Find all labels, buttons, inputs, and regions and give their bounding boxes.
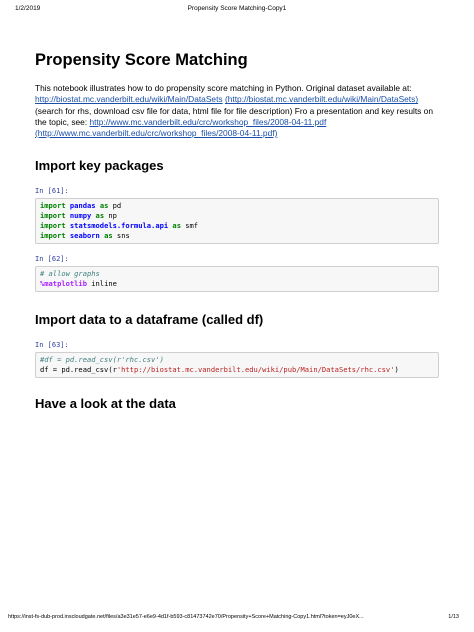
code-line: import numpy as np (40, 211, 117, 220)
workshop-link[interactable]: http://www.mc.vanderbilt.edu/crc/workshop_files/2008-04-11.pdf (89, 116, 327, 127)
dataset-link-paren[interactable]: (http://biostat.mc.vanderbilt.edu/wiki/Main/DataSets) (224, 94, 419, 105)
dataset-link[interactable]: http://biostat.mc.vanderbilt.edu/wiki/Main/DataSets (35, 94, 223, 105)
page-title: Propensity Score Matching (35, 51, 248, 69)
page-number: 1/13 (448, 614, 459, 620)
cell-prompt-61: In [61]: (35, 187, 69, 195)
intro-line-4-prefix: the topic, see: (35, 116, 90, 127)
section-heading-import-packages: Import key packages (35, 158, 164, 173)
code-line: df = pd.read_csv(r'http://biostat.mc.vanderbilt.edu/wiki/pub/Main/DataSets/rhc.csv') (40, 365, 399, 374)
code-comment: #df = pd.read_csv(r'rhc.csv') (40, 355, 164, 364)
section-heading-import-data: Import data to a dataframe (called df) (35, 312, 264, 327)
intro-line-4 (35, 117, 439, 128)
code-line: import pandas as pd (40, 201, 122, 210)
intro-line-1: This notebook illustrates how to do propensity score matching in Python. Original dataset available at: (35, 83, 412, 93)
section-heading-look-data: Have a look at the data (35, 396, 176, 411)
intro-line-2 (35, 94, 439, 105)
print-header (15, 5, 459, 15)
print-date: 1/2/2019 (15, 5, 41, 12)
cell-prompt-62: In [62]: (35, 255, 69, 263)
intro-paragraph (35, 83, 439, 139)
code-line: import statsmodels.formula.api as smf (40, 221, 199, 230)
cell-prompt-63: In [63]: (35, 341, 69, 349)
code-line: import seaborn as sns (40, 231, 130, 240)
code-comment: # allow graphs (40, 269, 100, 278)
code-cell-61[interactable] (35, 198, 439, 244)
print-doc-title: Propensity Score Matching-Copy1 (187, 5, 287, 12)
print-footer (8, 614, 459, 624)
print-url: https://inst-fs-dub-prod.inscloudgate.net/files/a3e31e57-e6e9-4d1f-b593-c81473742e70/Propensity+Score+Matching-Copy1.html?token=eyJ0eX... (8, 614, 364, 620)
code-cell-63[interactable] (35, 352, 439, 378)
intro-line-3: (search for rhs, download csv file for data, html file for file description) Fro a presentation and key results on (35, 105, 433, 116)
code-cell-62[interactable] (35, 266, 439, 292)
workshop-link-paren[interactable]: (http://www.mc.vanderbilt.edu/crc/workshop_files/2008-04-11.pdf) (35, 128, 278, 139)
intro-line-5 (35, 128, 439, 139)
code-line: %matplotlib inline (40, 279, 117, 288)
